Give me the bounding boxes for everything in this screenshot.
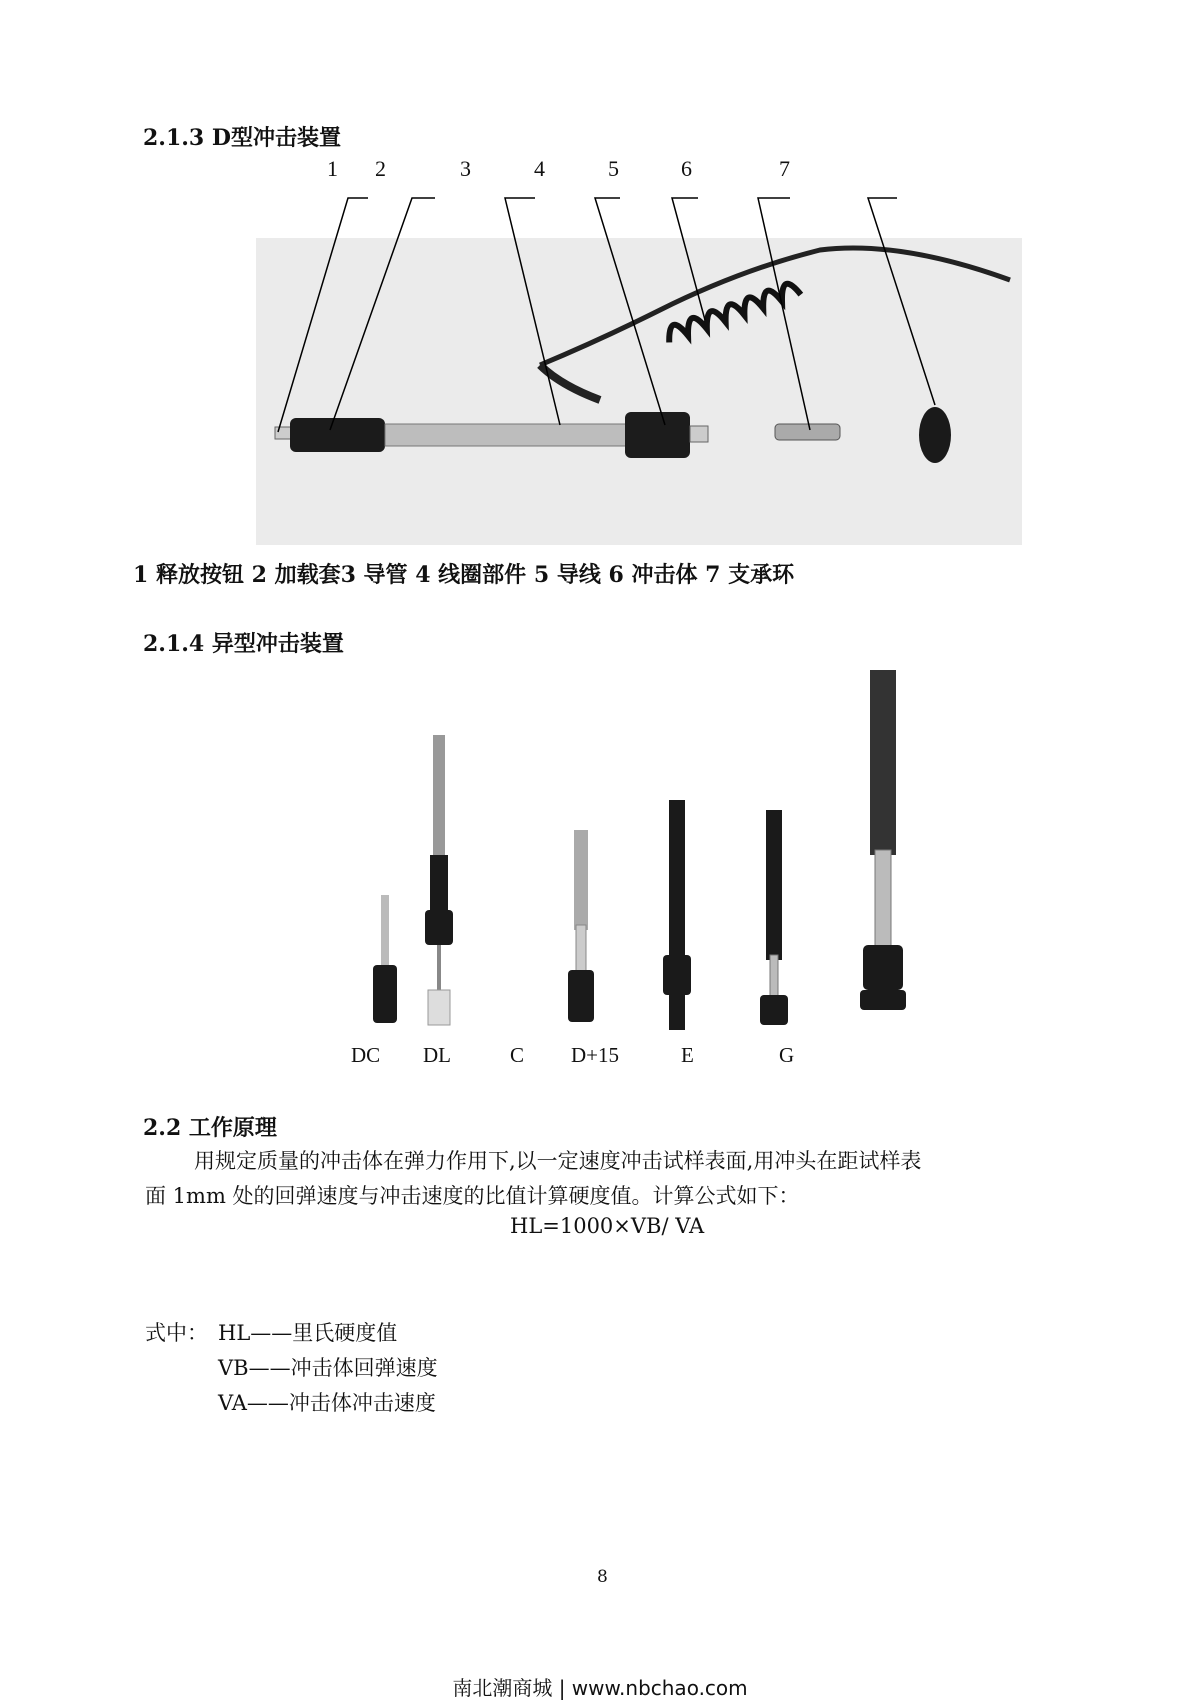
footer-watermark: 南北潮商城 | www.nbchao.com	[452, 1676, 748, 1700]
probe-label: DL	[423, 1043, 451, 1067]
figure-caption: 1 释放按钮 2 加载套3 导管 4 线圈部件 5 导线 6 冲击体 7 支承环	[133, 562, 795, 588]
legend-item: HL——里氏硬度值	[218, 1321, 398, 1345]
callout-number: 1	[327, 156, 338, 181]
callout-number: 7	[779, 156, 790, 181]
callout-number: 3	[460, 156, 471, 181]
callout-number: 2	[375, 156, 386, 181]
probe-label: D+15	[571, 1043, 620, 1067]
special-impact-devices-photo	[340, 655, 940, 1035]
probe-label: G	[779, 1043, 795, 1067]
section-heading-213: 2.1.3 D型冲击装置	[143, 125, 341, 151]
d-type-impact-device-photo	[0, 190, 1200, 560]
probe-label: E	[681, 1043, 694, 1067]
legend-prefix: 式中：	[145, 1321, 208, 1345]
legend-item: VA——冲击体冲击速度	[218, 1391, 436, 1415]
section-heading-22: 2.2 工作原理	[143, 1115, 277, 1141]
callout-number: 6	[681, 156, 692, 181]
callout-number: 5	[608, 156, 619, 181]
formula: HL=1000×VB/ VA	[510, 1214, 705, 1238]
probe-label: C	[510, 1043, 525, 1067]
callout-number: 4	[534, 156, 545, 181]
page-number: 8	[597, 1567, 608, 1587]
paragraph-line: 面 1mm 处的回弹速度与冲击速度的比值计算硬度值。计算公式如下：	[145, 1184, 800, 1208]
section-heading-214: 2.1.4 异型冲击装置	[143, 631, 344, 657]
legend-item: VB——冲击体回弹速度	[218, 1356, 438, 1380]
probe-label: DC	[351, 1043, 381, 1067]
paragraph-line: 用规定质量的冲击体在弹力作用下,以一定速度冲击试样表面,用冲头在距试样表	[194, 1149, 922, 1173]
